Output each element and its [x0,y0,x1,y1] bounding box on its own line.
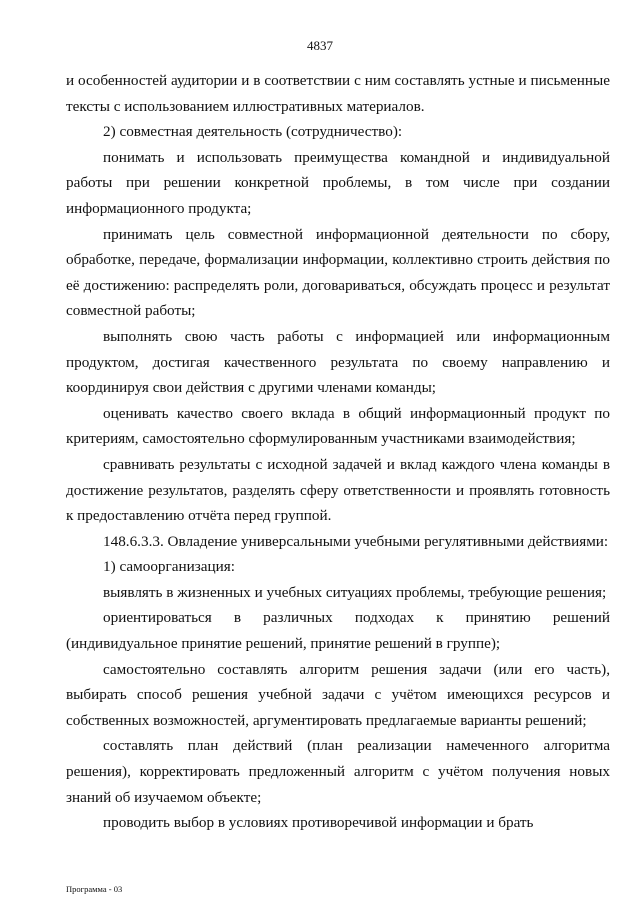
paragraph: и особенностей аудитории и в соответствии с ним составлять устные и письменные тексты с использованием иллюстративных материалов. [66,72,610,115]
paragraph: понимать и использовать преимущества командной и индивидуальной работы при решении конкретной проблемы, в том числе при создании информационного продукта; [66,148,610,217]
paragraph: принимать цель совместной информационной деятельности по сбору, обработке, передаче, формализации информации, коллективно строить действия по её достижению: распределять роли, договариваться, обсуждать процесс и результат совместной работы; [66,225,610,320]
paragraph: составлять план действий (план реализации намеченного алгоритма решения), корректировать предложенный алгоритм с учётом получения новых знаний об изучаемом объекте; [66,737,610,806]
paragraph: выполнять свою часть работы с информацией или информационным продуктом, достигая качественного результата по своему направлению и координируя свои действия с другими членами команды; [66,327,610,397]
paragraph: сравнивать результаты с исходной задачей и вклад каждого члена команды в достижение результатов, разделять сферу ответственности и проявлять готовность к предоставлению отчёта перед группой. [66,455,610,525]
section-heading: 148.6.3.3. Овладение универсальными учебными регулятивными действиями: [103,532,609,550]
paragraph: оценивать качество своего вклада в общий информационный продукт по критериям, самостоятельно сформулированным участниками взаимодействия; [66,404,610,448]
paragraph: 2) совместная деятельность (сотрудничество): [103,123,403,141]
paragraph: 1) самоорганизация: [103,558,235,576]
paragraph: самостоятельно составлять алгоритм решения задачи (или его часть), выбирать способ решения учебной задачи с учётом имеющихся ресурсов и собственных возможностей, аргументировать предлагаемые варианты решений; [66,660,610,729]
paragraph: выявлять в жизненных и учебных ситуациях проблемы, требующие решения; [103,583,607,601]
paragraph: ориентироваться в различных подходах к принятию решений (индивидуальное принятие решений, принятие решений в группе); [66,609,610,653]
document-body [66,68,610,836]
footer-label: Программа - 03 [66,884,123,894]
page-number: 4837 [307,38,333,53]
paragraph: проводить выбор в условиях противоречивой информации и брать [103,814,534,832]
